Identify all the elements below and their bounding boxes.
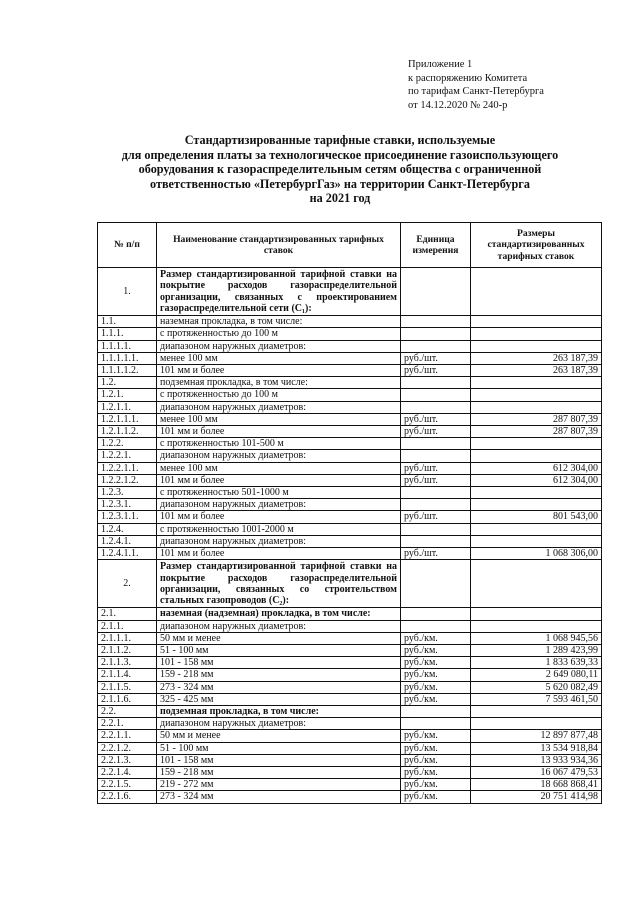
title-line: на 2021 год: [309, 191, 371, 205]
title-line: для определения платы за технологическое присоединение газоиспользующего: [121, 147, 559, 162]
cell-name: 219 - 272 мм: [157, 779, 401, 791]
cell-name: 101 - 158 мм: [157, 657, 401, 669]
table-row: [98, 791, 602, 803]
cell-num: 1.2.3.1.: [98, 499, 157, 511]
cell-value: [471, 560, 602, 608]
cell-name: 101 мм и более: [157, 365, 401, 377]
cell-unit: руб./км.: [401, 791, 471, 803]
cell-unit: [401, 450, 471, 462]
table-row: [98, 426, 602, 438]
cell-num: 1.1.1.1.: [98, 340, 157, 352]
cell-unit: руб./шт.: [401, 511, 471, 523]
cell-value: 18 668 868,41: [471, 779, 602, 791]
table-row: [98, 474, 602, 486]
cell-num: 1.2.3.1.1.: [98, 511, 157, 523]
cell-unit: руб./шт.: [401, 413, 471, 425]
cell-value: [471, 523, 602, 535]
cell-value: 20 751 414,98: [471, 791, 602, 803]
cell-num: 2.2.1.3.: [98, 754, 157, 766]
cell-unit: [401, 523, 471, 535]
table-row: [98, 438, 602, 450]
cell-value: [471, 718, 602, 730]
cell-value: [471, 340, 602, 352]
cell-unit: [401, 560, 471, 608]
cell-num: 2.2.1.4.: [98, 767, 157, 779]
cell-name: 159 - 218 мм: [157, 767, 401, 779]
annex-line: по тарифам Санкт-Петербурга: [408, 86, 544, 97]
table-row: [98, 620, 602, 632]
table-row: [98, 389, 602, 401]
cell-num: 2.1.: [98, 608, 157, 620]
cell-value: 13 933 934,36: [471, 754, 602, 766]
cell-num: 1.: [98, 268, 157, 316]
cell-value: [471, 389, 602, 401]
document-title: [70, 133, 610, 206]
cell-value: [471, 450, 602, 462]
cell-num: 2.1.1.6.: [98, 693, 157, 705]
title-line: оборудования к газораспределительным сетям общества с ограниченной: [138, 162, 542, 176]
cell-value: 5 620 082,49: [471, 681, 602, 693]
table-row: [98, 413, 602, 425]
table-row: [98, 548, 602, 560]
table-row: [98, 377, 602, 389]
cell-unit: [401, 389, 471, 401]
cell-num: 2.1.1.: [98, 620, 157, 632]
cell-unit: руб./км.: [401, 779, 471, 791]
cell-unit: [401, 377, 471, 389]
cell-num: 2.1.1.2.: [98, 645, 157, 657]
cell-value: [471, 268, 602, 316]
cell-num: 2.1.1.5.: [98, 681, 157, 693]
cell-name: диапазоном наружных диаметров:: [157, 499, 401, 511]
cell-name: 325 - 425 мм: [157, 693, 401, 705]
table-row: [98, 742, 602, 754]
cell-name: диапазоном наружных диаметров:: [157, 450, 401, 462]
table-row: [98, 767, 602, 779]
cell-value: 612 304,00: [471, 474, 602, 486]
cell-unit: руб./шт.: [401, 365, 471, 377]
table-row: [98, 328, 602, 340]
cell-unit: руб./км.: [401, 669, 471, 681]
cell-value: 263 187,39: [471, 365, 602, 377]
cell-value: [471, 401, 602, 413]
cell-value: 263 187,39: [471, 352, 602, 364]
cell-value: 12 897 877,48: [471, 730, 602, 742]
cell-num: 1.2.: [98, 377, 157, 389]
cell-unit: [401, 316, 471, 328]
cell-num: 1.1.1.1.1.: [98, 352, 157, 364]
table-header-row: [98, 223, 602, 268]
cell-num: 1.1.1.1.2.: [98, 365, 157, 377]
cell-value: [471, 499, 602, 511]
cell-name: 159 - 218 мм: [157, 669, 401, 681]
table-row: [98, 718, 602, 730]
cell-num: 2.2.: [98, 706, 157, 718]
cell-name: 101 мм и более: [157, 511, 401, 523]
cell-num: 2.2.1.1.: [98, 730, 157, 742]
cell-name: подземная прокладка, в том числе:: [157, 377, 401, 389]
annex-line: от 14.12.2020 № 240-р: [408, 99, 508, 111]
cell-unit: руб./км.: [401, 730, 471, 742]
cell-value: 612 304,00: [471, 462, 602, 474]
header-name: Наименование стандартизированных тарифных ставок: [157, 223, 401, 268]
title-line: ответственностью «ПетербургГаз» на территории Санкт-Петербурга: [150, 176, 530, 191]
cell-value: [471, 438, 602, 450]
annex-line: Приложение 1: [408, 59, 473, 70]
cell-unit: руб./км.: [401, 693, 471, 705]
cell-unit: [401, 487, 471, 499]
table-row: [98, 681, 602, 693]
cell-unit: руб./км.: [401, 645, 471, 657]
cell-name: 101 мм и более: [157, 548, 401, 560]
table-row: [98, 340, 602, 352]
cell-num: 2.2.1.: [98, 718, 157, 730]
title-line: Стандартизированные тарифные ставки, используемые: [184, 133, 496, 147]
table-row: [98, 669, 602, 681]
cell-name: Размер стандартизированной тарифной ставки на покрытие расходов газораспределительной организации, связанных со строительством стальных газопроводов (С₂):: [157, 560, 401, 608]
cell-name: диапазоном наружных диаметров:: [157, 718, 401, 730]
cell-num: 1.2.2.1.1.: [98, 462, 157, 474]
cell-num: 1.1.1.: [98, 328, 157, 340]
cell-unit: руб./шт.: [401, 474, 471, 486]
table-body: [98, 268, 602, 804]
table-row: [98, 352, 602, 364]
cell-unit: [401, 401, 471, 413]
cell-num: 1.2.1.: [98, 389, 157, 401]
table-row: [98, 779, 602, 791]
cell-num: 1.1.: [98, 316, 157, 328]
cell-unit: [401, 340, 471, 352]
cell-unit: руб./шт.: [401, 426, 471, 438]
table-row: [98, 268, 602, 316]
cell-name: наземная (надземная) прокладка, в том числе:: [157, 608, 401, 620]
cell-name: диапазоном наружных диаметров:: [157, 620, 401, 632]
cell-num: 2.1.1.4.: [98, 669, 157, 681]
cell-value: 1 068 306,00: [471, 548, 602, 560]
cell-unit: руб./км.: [401, 754, 471, 766]
cell-num: 2.1.1.1.: [98, 632, 157, 644]
cell-unit: [401, 608, 471, 620]
cell-name: с протяженностью до 100 м: [157, 328, 401, 340]
annex-note: [408, 58, 628, 112]
cell-name: с протяженностью до 100 м: [157, 389, 401, 401]
cell-num: 1.2.2.1.2.: [98, 474, 157, 486]
cell-value: 1 068 945,56: [471, 632, 602, 644]
cell-name: 51 - 100 мм: [157, 742, 401, 754]
cell-num: 2.2.1.2.: [98, 742, 157, 754]
cell-value: 2 649 080,11: [471, 669, 602, 681]
cell-num: 2.: [98, 560, 157, 608]
cell-value: 16 067 479,53: [471, 767, 602, 779]
cell-unit: руб./км.: [401, 632, 471, 644]
cell-num: 1.2.2.: [98, 438, 157, 450]
cell-name: с протяженностью 1001-2000 м: [157, 523, 401, 535]
cell-unit: [401, 706, 471, 718]
cell-name: диапазоном наружных диаметров:: [157, 340, 401, 352]
table-row: [98, 645, 602, 657]
table-row: [98, 632, 602, 644]
cell-unit: [401, 268, 471, 316]
cell-unit: [401, 620, 471, 632]
cell-unit: [401, 438, 471, 450]
cell-unit: руб./шт.: [401, 352, 471, 364]
table-row: [98, 462, 602, 474]
cell-name: 50 мм и менее: [157, 730, 401, 742]
cell-num: 1.2.4.1.: [98, 535, 157, 547]
cell-name: подземная прокладка, в том числе:: [157, 706, 401, 718]
cell-value: [471, 487, 602, 499]
cell-value: [471, 608, 602, 620]
cell-name: 51 - 100 мм: [157, 645, 401, 657]
cell-unit: [401, 718, 471, 730]
header-unit: Единица измерения: [401, 223, 471, 268]
cell-value: [471, 377, 602, 389]
cell-num: 2.1.1.3.: [98, 657, 157, 669]
cell-name: с протяженностью 101-500 м: [157, 438, 401, 450]
cell-num: 1.2.1.1.2.: [98, 426, 157, 438]
table-row: [98, 608, 602, 620]
table-row: [98, 730, 602, 742]
cell-name: 101 мм и более: [157, 426, 401, 438]
cell-unit: руб./шт.: [401, 462, 471, 474]
cell-name: менее 100 мм: [157, 413, 401, 425]
cell-num: 2.2.1.5.: [98, 779, 157, 791]
table-row: [98, 487, 602, 499]
table-row: [98, 560, 602, 608]
cell-value: 1 833 639,33: [471, 657, 602, 669]
cell-value: 13 534 918,84: [471, 742, 602, 754]
table-row: [98, 535, 602, 547]
table-row: [98, 401, 602, 413]
cell-unit: [401, 499, 471, 511]
header-num: № п/п: [98, 223, 157, 268]
cell-value: [471, 620, 602, 632]
table-row: [98, 693, 602, 705]
cell-num: 1.2.2.1.: [98, 450, 157, 462]
table-row: [98, 706, 602, 718]
table-row: [98, 523, 602, 535]
cell-unit: [401, 328, 471, 340]
cell-unit: [401, 535, 471, 547]
table-row: [98, 511, 602, 523]
table-row: [98, 754, 602, 766]
cell-unit: руб./км.: [401, 767, 471, 779]
cell-name: с протяженностью 501-1000 м: [157, 487, 401, 499]
cell-unit: руб./км.: [401, 742, 471, 754]
cell-value: [471, 535, 602, 547]
cell-value: 287 807,39: [471, 426, 602, 438]
annex-line: к распоряжению Комитета: [408, 72, 528, 84]
cell-num: 1.2.1.1.1.: [98, 413, 157, 425]
cell-num: 1.2.3.: [98, 487, 157, 499]
cell-num: 1.2.4.1.1.: [98, 548, 157, 560]
cell-name: 101 мм и более: [157, 474, 401, 486]
cell-name: менее 100 мм: [157, 462, 401, 474]
cell-unit: руб./км.: [401, 657, 471, 669]
cell-value: [471, 316, 602, 328]
cell-value: 1 289 423,99: [471, 645, 602, 657]
cell-name: 50 мм и менее: [157, 632, 401, 644]
cell-value: [471, 706, 602, 718]
cell-unit: руб./шт.: [401, 548, 471, 560]
cell-name: диапазоном наружных диаметров:: [157, 401, 401, 413]
cell-name: 101 - 158 мм: [157, 754, 401, 766]
tariff-table: [97, 222, 602, 804]
cell-value: 287 807,39: [471, 413, 602, 425]
table-row: [98, 657, 602, 669]
cell-num: 1.2.4.: [98, 523, 157, 535]
table-row: [98, 499, 602, 511]
cell-num: 2.2.1.6.: [98, 791, 157, 803]
cell-name: Размер стандартизированной тарифной ставки на покрытие расходов газораспределительной организации, связанных с проектированием газораспределительной сети (С₁):: [157, 268, 401, 316]
table-row: [98, 365, 602, 377]
cell-name: 273 - 324 мм: [157, 681, 401, 693]
cell-value: 7 593 461,50: [471, 693, 602, 705]
cell-unit: руб./км.: [401, 681, 471, 693]
cell-value: 801 543,00: [471, 511, 602, 523]
cell-name: менее 100 мм: [157, 352, 401, 364]
header-value: Размеры стандартизированных тарифных ставок: [471, 223, 602, 268]
cell-name: наземная прокладка, в том числе:: [157, 316, 401, 328]
cell-num: 1.2.1.1.: [98, 401, 157, 413]
cell-name: 273 - 324 мм: [157, 791, 401, 803]
cell-value: [471, 328, 602, 340]
cell-name: диапазоном наружных диаметров:: [157, 535, 401, 547]
table-row: [98, 316, 602, 328]
table-row: [98, 450, 602, 462]
